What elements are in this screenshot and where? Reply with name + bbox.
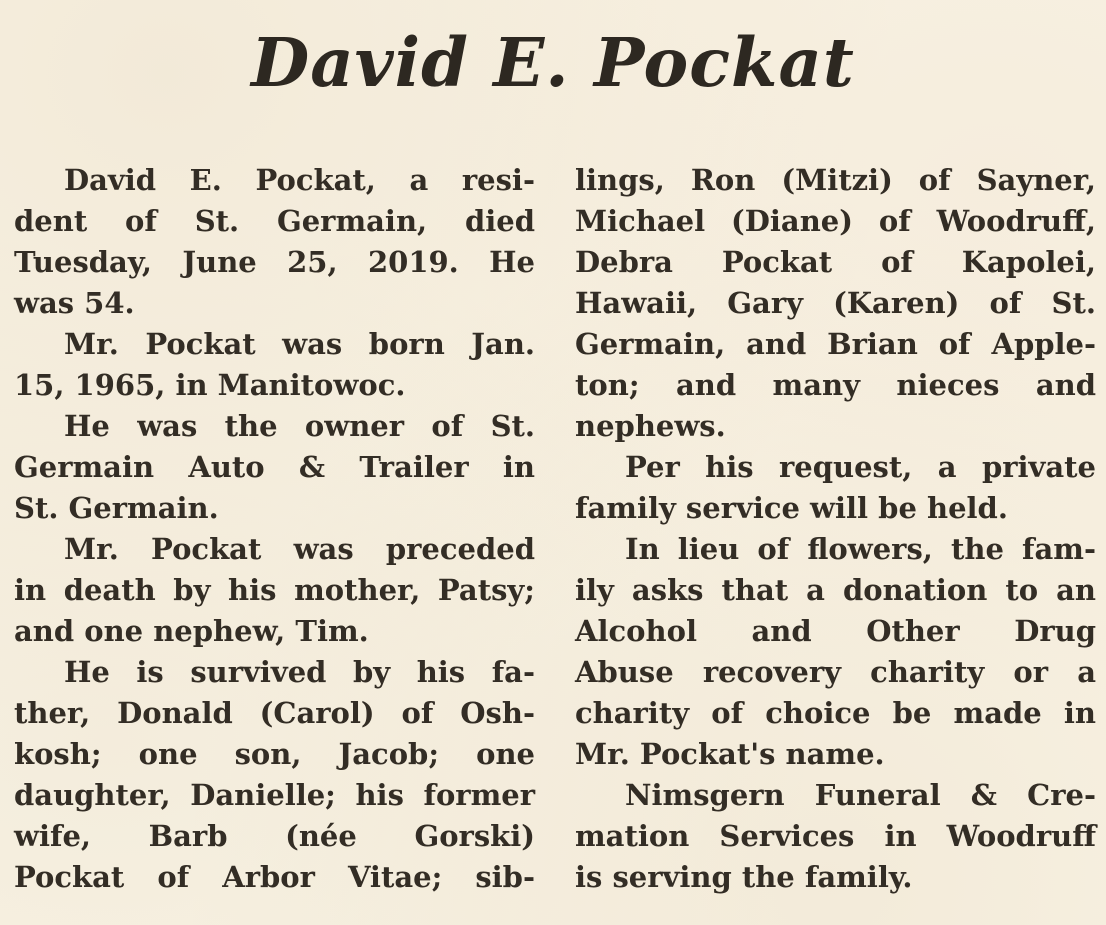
column-right <box>575 160 1096 898</box>
column-left <box>14 160 535 898</box>
text-line: Mr. Pockat was born Jan. <box>64 327 535 361</box>
text-line: Mr. Pockat's name. <box>575 737 885 771</box>
text-line: kosh; one son, Jacob; one <box>14 737 535 771</box>
paragraph <box>14 406 535 529</box>
text-line: nephews. <box>575 409 726 443</box>
text-line: in death by his mother, Patsy; <box>14 573 535 607</box>
article-columns <box>14 160 1096 898</box>
text-line: Germain Auto & Trailer in <box>14 450 535 484</box>
paragraph <box>575 775 1096 898</box>
paragraph <box>575 160 1096 447</box>
text-line: 15, 1965, in Manitowoc. <box>14 368 406 402</box>
text-line: Nimsgern Funeral & Cre- <box>625 778 1096 812</box>
text-line: Tuesday, June 25, 2019. He <box>14 245 535 279</box>
text-line: dent of St. Germain, died <box>14 204 535 238</box>
text-line: Abuse recovery charity or a <box>575 655 1096 689</box>
text-line: daughter, Danielle; his former <box>14 778 535 812</box>
text-line: ily asks that a donation to an <box>575 573 1096 607</box>
paragraph <box>575 447 1096 529</box>
text-line: David E. Pockat, a resi- <box>64 163 535 197</box>
text-line: and one nephew, Tim. <box>14 614 369 648</box>
text-line: was 54. <box>14 286 135 320</box>
text-line: Per his request, a private <box>625 450 1096 484</box>
text-line: Germain, and Brian of Apple- <box>575 327 1096 361</box>
text-line: ton; and many nieces and <box>575 368 1096 402</box>
paragraph <box>14 160 535 324</box>
text-line: is serving the family. <box>575 860 913 894</box>
text-line: He is survived by his fa- <box>64 655 535 689</box>
paragraph <box>14 652 535 898</box>
text-line: Hawaii, Gary (Karen) of St. <box>575 286 1096 320</box>
text-line: In lieu of flowers, the fam- <box>625 532 1096 566</box>
text-line: family service will be held. <box>575 491 1008 525</box>
text-line: charity of choice be made in <box>575 696 1096 730</box>
paragraph <box>14 529 535 652</box>
text-line: St. Germain. <box>14 491 219 525</box>
text-line: wife, Barb (née Gorski) <box>14 819 535 853</box>
text-line: Alcohol and Other Drug <box>575 614 1096 648</box>
paragraph <box>14 324 535 406</box>
text-line: Mr. Pockat was preceded <box>64 532 535 566</box>
text-line: mation Services in Woodruff <box>575 819 1096 853</box>
paragraph <box>575 529 1096 775</box>
text-line: Pockat of Arbor Vitae; sib- <box>14 860 535 894</box>
text-line: He was the owner of St. <box>64 409 535 443</box>
obituary-title: David E. Pockat <box>251 23 855 102</box>
text-line: lings, Ron (Mitzi) of Sayner, <box>575 163 1096 197</box>
text-line: ther, Donald (Carol) of Osh- <box>14 696 535 730</box>
text-line: Michael (Diane) of Woodruff, <box>575 204 1096 238</box>
text-line: Debra Pockat of Kapolei, <box>575 245 1096 279</box>
